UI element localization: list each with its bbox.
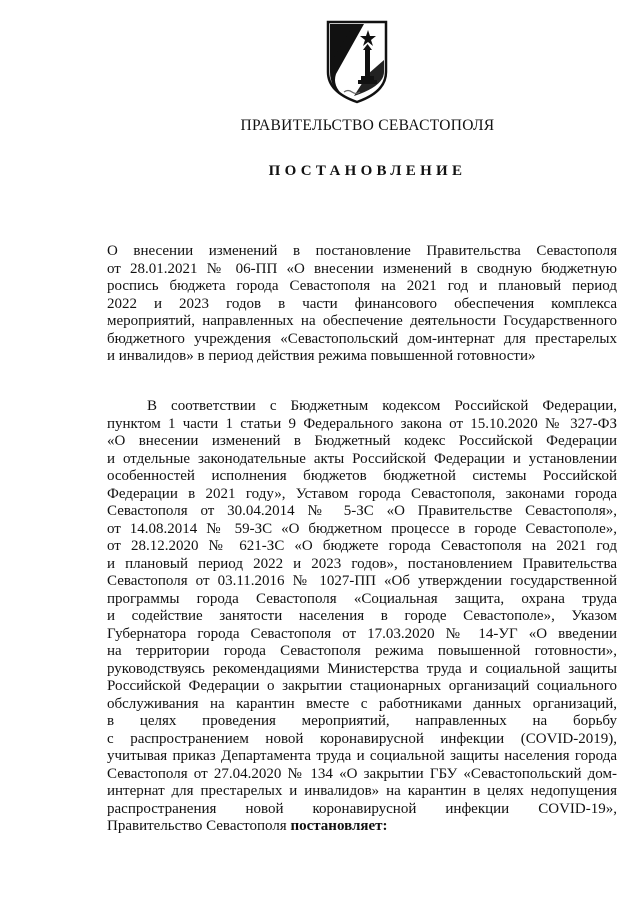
resolution-closing-line <box>107 818 617 836</box>
body-line: Федерации в 2021 году», Уставом города Севастополя, законами города <box>107 485 617 502</box>
body-line: с распространением новой коронавирусной инфекции (COVID-2019), <box>107 730 617 747</box>
body-line: от 28.12.2020 № 621-ЗС «О бюджете города Севастополя на 2021 год <box>107 538 617 554</box>
body-line: в целях проведения мероприятий, направленных на борьбу <box>107 713 617 729</box>
body-line: и плановый период 2022 и 2023 годов», постановлением Правительства <box>107 555 617 572</box>
subject-line: от 28.01.2021 № 06-ПП «О внесении изменений в сводную бюджетную <box>107 260 617 277</box>
resolution-subject <box>107 243 617 366</box>
body-line: и отдельные законодательные акты Российской Федерации и установлении <box>107 450 617 467</box>
body-line: В соответствии с Бюджетным кодексом Российской Федерации, <box>147 398 617 414</box>
body-line: распространения новой коронавирусной инфекции COVID-19», <box>107 800 617 817</box>
body-line: интернат для престарелых и инвалидов» на карантин в целях недопущения <box>107 783 617 799</box>
closing-prefix: Правительство Севастополя <box>107 818 291 834</box>
government-name: ПРАВИТЕЛЬСТВО СЕВАСТОПОЛЯ <box>240 117 495 134</box>
body-line: руководствуясь рекомендациями Министерства труда и социальной защиты <box>107 660 617 677</box>
body-line: от 14.08.2014 № 59-ЗС «О бюджетном процессе в городе Севастополе», <box>107 520 617 537</box>
resolves-keyword: постановляет: <box>290 818 388 834</box>
subject-line: бюджетного учреждения «Севастопольский дом-интернат для престарелых <box>107 330 617 347</box>
body-line: и содействие занятости населения в городе Севастополе», Указом <box>107 608 617 624</box>
body-line: учитывая приказ Департамента труда и социальной защиты населения города <box>107 748 617 764</box>
subject-line: 2022 и 2023 годов в части финансового обеспечения комплекса <box>107 295 617 312</box>
body-line: Севастополя от 30.04.2014 № 5-ЗС «О Правительстве Севастополя», <box>107 503 617 519</box>
body-line: на территории города Севастополя режима повышенной готовности», <box>107 643 617 659</box>
body-line: «О внесении изменений в Бюджетный кодекс Российской Федерации <box>107 433 617 449</box>
body-line: пунктом 1 части 1 статьи 9 Федерального закона от 15.10.2020 № 327-ФЗ <box>107 415 617 432</box>
body-line: обслуживания на карантин вместе с работниками данных организаций, <box>107 695 617 712</box>
subject-line: и инвалидов» в период действия режима повышенной готовности» <box>107 348 536 364</box>
resolution-body <box>107 398 617 836</box>
document-type-title: ПОСТАНОВЛЕНИЕ <box>268 163 467 179</box>
subject-line: мероприятий, направленных на обеспечение деятельности Государственного <box>107 313 617 329</box>
body-line: особенностей исполнения бюджетов бюджетной системы Российской <box>107 468 617 484</box>
subject-line: роспись бюджета города Севастополя на 2021 год и плановый период <box>107 278 617 294</box>
body-line: Севастополя от 03.11.2016 № 1027-ПП «Об утверждении государственной <box>107 573 617 589</box>
subject-line: О внесении изменений в постановление Правительства Севастополя <box>107 243 617 259</box>
body-line: Губернатора города Севастополя от 17.03.2020 № 14-УГ «О введении <box>107 625 617 642</box>
body-line: Севастополя от 27.04.2020 № 134 «О закрытии ГБУ «Севастопольский дом- <box>107 765 617 782</box>
sevastopol-coat-of-arms-icon <box>324 14 390 104</box>
body-line: Российской Федерации о закрытии стационарных организаций социального <box>107 678 617 694</box>
body-line: программы города Севастополя «Социальная защита, охрана труда <box>107 590 617 607</box>
